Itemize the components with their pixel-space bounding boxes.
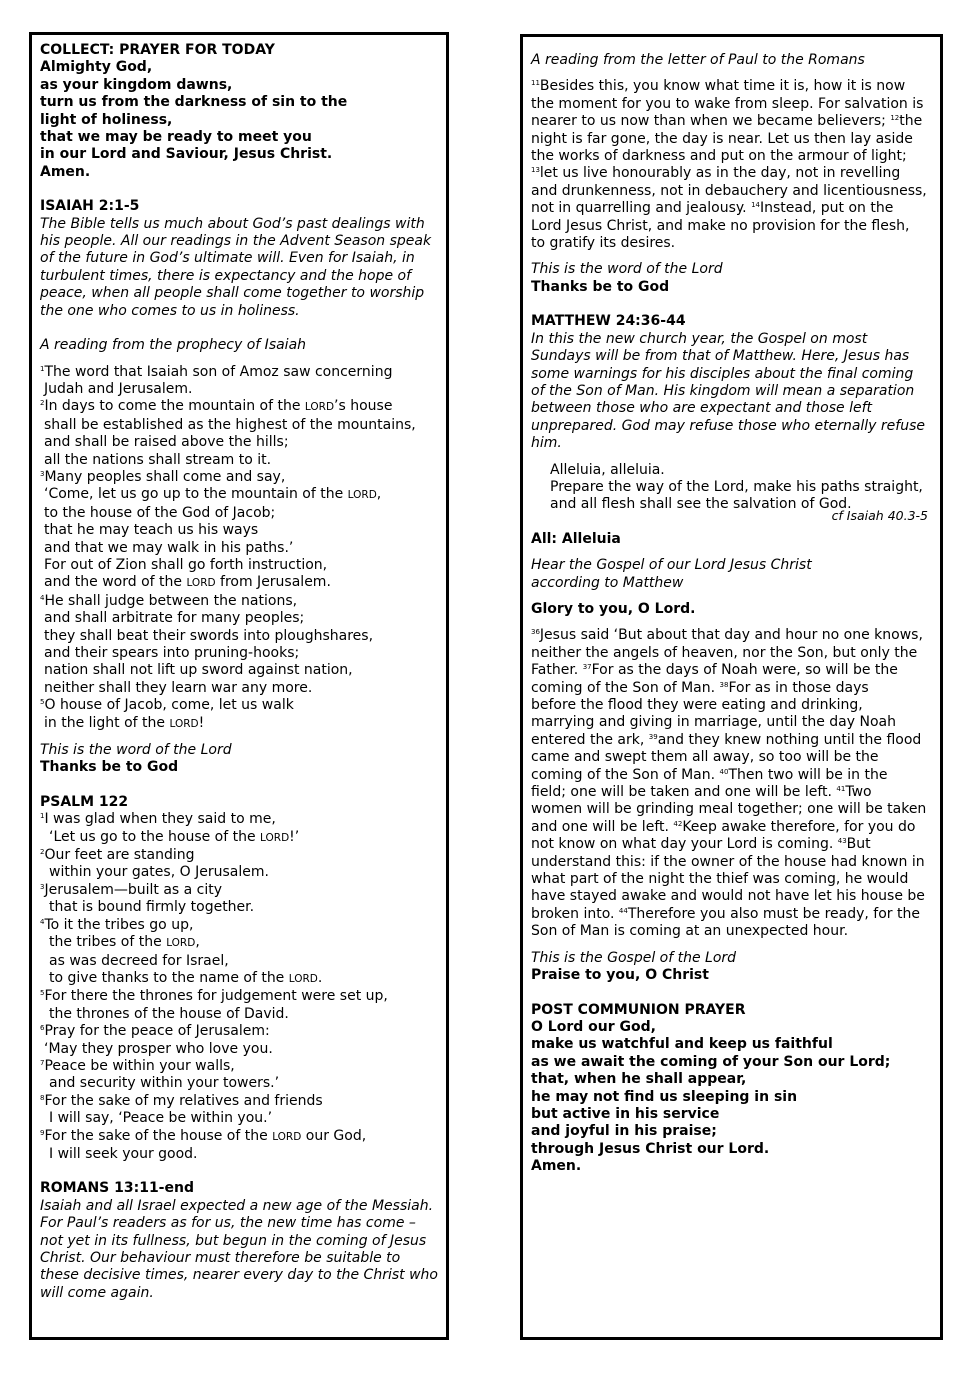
gospel-text: For as the days of Noah were, so will be the <box>591 662 898 679</box>
gospel-text: and one will be left. <box>531 818 674 835</box>
romans-intro-line: will come again. <box>40 1284 154 1301</box>
post-communion-line: that, when he shall appear, <box>531 1071 747 1088</box>
verse-line: Judah and Jerusalem. <box>44 380 193 397</box>
isaiah-intro-line: his people. All our readings in the Advent Season speak <box>40 233 432 250</box>
gospel-line <box>531 906 934 923</box>
verse-number: 44 <box>618 906 628 915</box>
matthew-intro-line: Sundays will be from that of Matthew. Here, Jesus has <box>531 348 910 365</box>
right-column <box>520 34 943 1340</box>
gospel-line <box>531 627 934 644</box>
collect-line: Amen. <box>40 163 91 180</box>
psalm-line <box>40 1023 438 1040</box>
gospel-text: But <box>846 836 871 853</box>
verse-number: 2 <box>40 848 45 857</box>
gospel-text: coming of the Son of Man. <box>531 766 720 783</box>
gospel-response-call: This is the Gospel of the Lord <box>531 949 737 966</box>
verse-line: that he may teach us his ways <box>44 522 259 539</box>
reading-line: and drunkenness, not in debauchery and licentiousness, <box>531 182 927 199</box>
psalm-text: Peace be within your walls, <box>44 1057 235 1074</box>
reading-text: nearer to us now than when we became believers; <box>531 113 891 130</box>
verse-number: 36 <box>531 628 540 637</box>
reading-response-answer: Thanks be to God <box>40 759 179 776</box>
psalm-text: to give thanks to the name of the <box>49 969 289 986</box>
psalm-section <box>40 794 438 1164</box>
verse-text: Many peoples shall come and say, <box>44 468 286 485</box>
gospel-response-answer: Praise to you, O Christ <box>531 967 709 984</box>
verse-line: shall be established as the highest of the mountains, <box>44 416 416 433</box>
gospel-text: broken into. <box>531 905 619 922</box>
reading-line: night is far gone, the day is near. Let us then lay aside <box>531 130 913 147</box>
verse-text: ! <box>198 714 205 731</box>
reading-line <box>531 78 934 95</box>
psalm-line: the thrones of the house of David. <box>49 1005 289 1022</box>
psalm-line: within your gates, O Jerusalem. <box>49 864 269 881</box>
verse-number: 43 <box>837 837 847 846</box>
romans-intro-line: these decisive times, nearer every day to the Christ who <box>40 1267 438 1284</box>
verse-line <box>40 593 438 610</box>
collect-line: as your kingdom dawns, <box>40 76 233 93</box>
acclamation-line: and all flesh shall see the salvation of God. <box>550 496 852 513</box>
psalm-line <box>40 917 438 934</box>
romans-intro-section <box>40 1180 438 1302</box>
psalm-line <box>40 934 438 952</box>
psalm-line <box>40 1093 438 1110</box>
collect-line: that we may be ready to meet you <box>40 129 312 146</box>
verse-number: 7 <box>40 1058 45 1067</box>
verse-text: from Jerusalem. <box>215 574 331 591</box>
glory-response: Glory to you, O Lord. <box>531 600 696 617</box>
collect-line: in our Lord and Saviour, Jesus Christ. <box>40 146 333 163</box>
verse-number: 37 <box>582 663 592 672</box>
psalm-line <box>40 829 438 847</box>
verse-line: they shall beat their swords into ploughshares, <box>44 627 374 644</box>
reading-text: let us live honourably as in the day, not in revelling <box>539 165 901 182</box>
verse-number: 41 <box>836 785 846 794</box>
reading-text: Besides this, you know what time it is, how it is now <box>539 78 906 95</box>
psalm-text: !’ <box>289 828 300 845</box>
post-communion-heading: POST COMMUNION PRAYER <box>531 1001 746 1018</box>
post-communion-line: but active in his service <box>531 1105 720 1122</box>
verse-text: ’s house <box>334 398 393 415</box>
verse-text: He shall judge between the nations, <box>44 592 298 609</box>
psalm-line: as was decreed for Israel, <box>49 952 229 969</box>
collect-line: turn us from the darkness of sin to the <box>40 94 348 111</box>
gospel-text: Two <box>845 784 872 801</box>
psalm-line: I will say, ‘Peace be within you.’ <box>49 1110 273 1127</box>
gospel-text: Then two will be in the <box>728 766 888 783</box>
gospel-announcement: Hear the Gospel of our Lord Jesus Christ <box>531 557 812 574</box>
psalm-line: I will seek your good. <box>49 1145 198 1162</box>
gospel-line: marrying and giving in marriage, until the day Noah <box>531 714 896 731</box>
verse-line <box>40 574 438 592</box>
psalm-text: ‘Let us go to the house of the <box>49 828 261 845</box>
matthew-intro-line: some warnings for his disciples about the final coming <box>531 365 914 382</box>
gospel-text: not know on what day your Lord is coming. <box>531 836 838 853</box>
psalm-text: Jerusalem—built as a city <box>44 881 223 898</box>
verse-line: all the nations shall stream to it. <box>44 451 272 468</box>
verse-number: 40 <box>719 767 729 776</box>
psalm-text: . <box>317 969 323 986</box>
left-column <box>29 32 449 1340</box>
gospel-announcement: according to Matthew <box>531 574 684 591</box>
reading-line <box>531 165 934 182</box>
psalm-line: ‘May they prosper who love you. <box>44 1040 273 1057</box>
isaiah-intro-line: of the future in God’s ultimate will. Even for Isaiah, in <box>40 250 415 267</box>
verse-line: to the house of the God of Jacob; <box>44 504 276 521</box>
reading-text: the <box>899 113 923 130</box>
reading-line <box>531 113 934 130</box>
verse-number: 12 <box>890 114 900 123</box>
psalm-text: For there the thrones for judgement were set up, <box>44 988 388 1005</box>
reading-response-call: This is the word of the Lord <box>531 261 723 278</box>
verse-line <box>40 715 438 733</box>
gospel-line: came and swept them all away, so too will be the <box>531 749 879 766</box>
reading-response-answer: Thanks be to God <box>531 278 670 295</box>
post-communion-line: as we await the coming of your Son our Lord; <box>531 1053 891 1070</box>
gospel-line <box>531 732 934 749</box>
isaiah-intro-line: turbulent times, there is expectancy and the hope of <box>40 267 412 284</box>
verse-line: and their spears into pruning-hooks; <box>44 645 300 661</box>
matthew-intro-line: him. <box>531 435 562 452</box>
verse-line <box>40 697 438 714</box>
gospel-line: what part of the night the thief was coming, he would <box>531 871 909 888</box>
psalm-line: and security within your towers.’ <box>49 1075 280 1092</box>
psalm-text: I was glad when they said to me, <box>44 811 276 828</box>
psalm-text: our God, <box>301 1127 367 1144</box>
reading-line <box>531 200 934 217</box>
reading-line: the works of darkness and put on the armour of light; <box>531 148 907 165</box>
post-communion-line: Amen. <box>531 1158 582 1175</box>
matthew-heading: MATTHEW 24:36-44 <box>531 313 686 330</box>
gospel-text: Keep awake therefore, for you do <box>682 818 916 835</box>
verse-line: and shall arbitrate for many peoples; <box>44 610 305 627</box>
gospel-text: Father. <box>531 662 583 679</box>
reading-text: Instead, put on the <box>759 200 894 217</box>
gospel-line <box>531 819 934 836</box>
psalm-text: , <box>195 934 200 951</box>
acclamation-reference: cf Isaiah 40.3-5 <box>831 507 928 523</box>
post-communion-section <box>531 1002 934 1176</box>
verse-number: 3 <box>40 882 45 891</box>
psalm-line <box>40 847 438 864</box>
isaiah-intro-line: The Bible tells us much about God’s past dealings with <box>40 215 425 232</box>
collect-line: Almighty God, <box>40 59 153 76</box>
matthew-intro-line: In this the new church year, the Gospel on most <box>531 330 868 347</box>
reading-response-call: This is the word of the Lord <box>40 742 232 759</box>
matthew-section <box>531 313 934 984</box>
verse-text: O house of Jacob, come, let us walk <box>44 697 294 714</box>
romans-intro-line: For Paul’s readers as for us, the new time has come – <box>40 1215 416 1232</box>
verse-line <box>40 364 438 381</box>
romans-reading-section <box>531 52 934 296</box>
gospel-line <box>531 784 934 801</box>
verse-line: and that we may walk in his paths.’ <box>44 539 294 556</box>
gospel-line: have stayed awake and would not have let his house be <box>531 888 925 905</box>
verse-number: 1 <box>40 812 45 821</box>
verse-number: 9 <box>40 1128 45 1137</box>
small-caps-lord: LORD <box>186 577 216 590</box>
small-caps-lord: LORD <box>347 489 377 502</box>
verse-number: 5 <box>40 698 45 707</box>
gospel-text: Therefore you also must be ready, for the <box>627 905 920 922</box>
gospel-line: women will be grinding meal together; one will be taken <box>531 801 927 818</box>
gospel-text: Jesus said ‘But about that day and hour no one knows, <box>539 627 923 644</box>
psalm-line <box>40 1058 438 1075</box>
gospel-line <box>531 836 934 853</box>
acclamation-line: Prepare the way of the Lord, make his paths straight, <box>550 478 923 495</box>
isaiah-intro-line: the one who comes to us in holiness. <box>40 302 300 319</box>
psalm-line <box>40 1128 438 1146</box>
gospel-line: understand this: if the owner of the house had known in <box>531 853 925 870</box>
isaiah-announcement: A reading from the prophecy of Isaiah <box>40 337 307 354</box>
verse-line: and shall be raised above the hills; <box>44 434 289 451</box>
romans-heading: ROMANS 13:11-end <box>40 1180 194 1197</box>
verse-text: , <box>376 486 382 503</box>
post-communion-line: through Jesus Christ our Lord. <box>531 1140 770 1157</box>
verse-line <box>40 469 438 486</box>
small-caps-lord: LORD <box>272 1130 302 1143</box>
psalm-text: For the sake of the house of the <box>44 1127 273 1144</box>
matthew-intro-line: unprepared. God may refuse those who eternally refuse <box>531 417 925 434</box>
post-communion-line: he may not find us sleeping in sin <box>531 1088 798 1105</box>
psalm-line: that is bound firmly together. <box>49 899 255 916</box>
verse-line <box>40 486 438 504</box>
gospel-line <box>531 767 934 784</box>
post-communion-line: O Lord our God, <box>531 1018 656 1035</box>
all-response: All: Alleluia <box>531 530 621 547</box>
romans-intro-line: Christ. Our behaviour must therefore be suitable to <box>40 1250 401 1266</box>
gospel-text: coming of the Son of Man. <box>531 679 720 696</box>
psalm-text: Pray for the peace of Jerusalem: <box>44 1023 270 1040</box>
psalm-line <box>40 811 438 828</box>
verse-number: 38 <box>719 680 729 689</box>
verse-line: neither shall they learn war any more. <box>44 679 313 696</box>
gospel-line: neither the angels of heaven, nor the Son, but only the <box>531 644 918 661</box>
gospel-line <box>531 662 934 679</box>
reading-text: not in quarrelling and jealousy. <box>531 200 752 217</box>
romans-intro-line: Isaiah and all Israel expected a new age of the Messiah. <box>40 1197 434 1214</box>
verse-text: and the word of the <box>44 574 187 591</box>
small-caps-lord: LORD <box>260 831 290 844</box>
small-caps-lord: LORD <box>304 401 335 414</box>
verse-number: 6 <box>40 1024 45 1033</box>
romans-intro-line: not yet in its fullness, but begun in the coming of Jesus <box>40 1232 427 1249</box>
gospel-text: entered the ark, <box>531 731 649 748</box>
psalm-text: the tribes of the <box>49 934 167 951</box>
verse-text: In days to come the mountain of the <box>44 398 305 415</box>
verse-number: 2 <box>40 399 45 408</box>
psalm-heading: PSALM 122 <box>40 793 129 810</box>
psalm-text: Our feet are standing <box>44 847 195 864</box>
reading-line: the moment for you to wake from sleep. For salvation is <box>531 95 924 112</box>
verse-text: in the light of the <box>44 714 170 731</box>
post-communion-line: make us watchful and keep us faithful <box>531 1036 833 1053</box>
verse-text: ‘Come, let us go up to the mountain of the <box>44 486 348 503</box>
verse-number: 13 <box>531 166 540 175</box>
verse-number: 3 <box>40 469 45 478</box>
gospel-line: before the flood they were eating and drinking, <box>531 697 863 713</box>
verse-line <box>40 398 438 416</box>
isaiah-intro-line: peace, when all people shall come together to worship <box>40 285 425 302</box>
verse-line: For out of Zion shall go forth instruction, <box>44 556 328 573</box>
gospel-line: Son of Man is coming at an unexpected hour. <box>531 923 849 940</box>
reading-line: Lord Jesus Christ, and make no provision for the flesh, <box>531 217 910 234</box>
gospel-line <box>531 680 934 697</box>
collect-heading: COLLECT: PRAYER FOR TODAY <box>40 42 275 58</box>
collect-section <box>40 42 438 181</box>
isaiah-heading: ISAIAH 2:1-5 <box>40 198 140 215</box>
gospel-text: For as in those days <box>728 679 869 696</box>
verse-number: 4 <box>40 917 45 926</box>
collect-line: light of holiness, <box>40 111 173 128</box>
verse-text: The word that Isaiah son of Amoz saw concerning <box>44 363 393 380</box>
small-caps-lord: LORD <box>288 972 318 985</box>
romans-announcement: A reading from the letter of Paul to the Romans <box>531 52 865 68</box>
verse-number: 42 <box>673 819 683 828</box>
reading-line: to gratify its desires. <box>531 235 676 252</box>
verse-number: 39 <box>648 732 658 741</box>
acclamation-line: Alleluia, alleluia. <box>550 461 665 478</box>
small-caps-lord: LORD <box>166 937 196 950</box>
gospel-text: field; one will be taken and one will be left. <box>531 784 837 801</box>
verse-number: 14 <box>751 201 760 210</box>
matthew-intro-line: of the Son of Man. His kingdom will mean a separation <box>531 382 915 399</box>
psalm-text: To it the tribes go up, <box>44 916 194 933</box>
small-caps-lord: LORD <box>169 717 199 730</box>
isaiah-section <box>40 198 438 777</box>
gospel-text: and they knew nothing until the flood <box>657 731 922 748</box>
psalm-line <box>40 970 438 988</box>
matthew-intro-line: between those who are expectant and those left <box>531 400 872 417</box>
verse-number: 1 <box>40 364 45 373</box>
psalm-line <box>40 988 438 1005</box>
verse-line: nation shall not lift up sword against nation, <box>44 662 353 679</box>
verse-number: 8 <box>40 1093 45 1102</box>
post-communion-line: and joyful in his praise; <box>531 1123 717 1140</box>
psalm-line <box>40 882 438 899</box>
verse-number: 11 <box>531 79 540 88</box>
verse-number: 5 <box>40 989 45 998</box>
verse-number: 4 <box>40 593 45 602</box>
psalm-text: For the sake of my relatives and friends <box>44 1092 323 1109</box>
